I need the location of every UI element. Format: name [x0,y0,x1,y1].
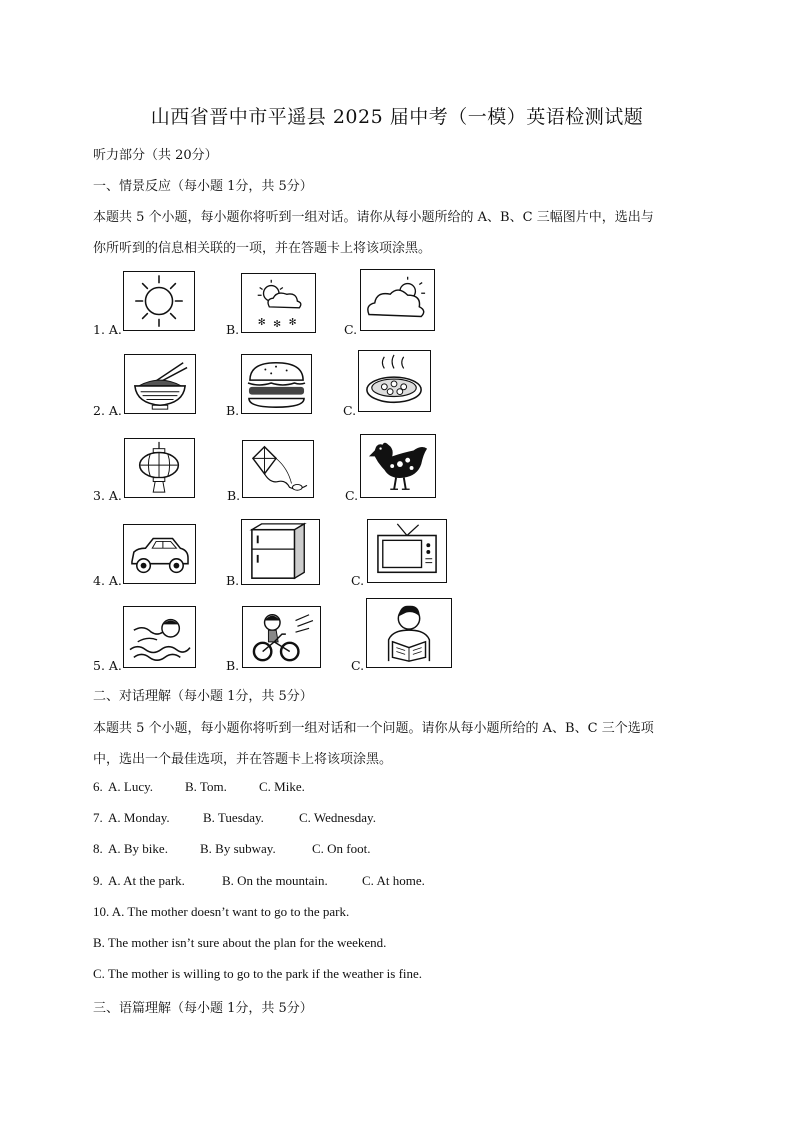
television-icon[interactable] [367,519,447,583]
reading-icon[interactable] [366,598,452,668]
question-8-number: 8. [93,841,103,856]
question-5-label-c: C. [351,658,365,673]
noodles-icon[interactable] [124,354,196,414]
paper-cut-rooster-icon[interactable] [360,434,436,498]
question-3-label-c: C. [345,488,359,503]
lantern-icon[interactable] [124,438,195,498]
part3-heading: 三、语篇理解（每小题 1分，共 5分） [93,1001,313,1016]
svg-text:✻: ✻ [273,319,282,331]
question-10-option-a[interactable]: 10. A. The mother doesn’t want to go to the park. [93,904,350,919]
part2-heading: 二、对话理解（每小题 1分，共 5分） [93,689,313,704]
question-9-number: 9. [93,873,103,888]
page-title: 山西省晋中市平遥县 2025 届中考（一模）英语检测试题 [150,106,644,128]
section-listening: 听力部分（共 20分） [93,148,218,163]
hamburger-icon[interactable] [241,354,312,414]
question-2-label-c: C. [343,403,357,418]
question-4-label-c: C. [351,573,365,588]
question-8-option-a[interactable]: A. By bike. [108,841,168,856]
question-1-label-a: 1. A. [93,322,122,337]
part1-heading: 一、情景反应（每小题 1分，共 5分） [93,179,313,194]
question-2-label-a: 2. A. [93,403,122,418]
car-icon[interactable] [123,524,196,584]
question-6-number: 6. [93,779,103,794]
refrigerator-icon[interactable] [241,519,320,585]
part2-instruction-2: 中，选出一个最佳选项，并在答题卡上将该项涂黑。 [93,752,393,767]
question-6-option-b[interactable]: B. Tom. [185,779,227,794]
swimming-icon[interactable] [123,606,196,668]
cycling-icon[interactable] [242,606,321,668]
question-10-option-b[interactable]: B. The mother isn’t sure about the plan for the weekend. [93,935,387,950]
question-5-label-b: B. [226,658,240,673]
cloudy-weather-icon[interactable] [360,269,435,331]
question-7-option-c[interactable]: C. Wednesday. [299,810,376,825]
question-7-number: 7. [93,810,103,825]
question-10-option-c[interactable]: C. The mother is willing to go to the park if the weather is fine. [93,966,423,981]
question-6-option-c[interactable]: C. Mike. [259,779,305,794]
question-9-option-c[interactable]: C. At home. [362,873,425,888]
question-7-option-b[interactable]: B. Tuesday. [203,810,264,825]
snowy-weather-icon[interactable] [241,273,316,333]
question-1-label-c: C. [344,322,358,337]
question-9-option-b[interactable]: B. On the mountain. [222,873,328,888]
svg-text:✻: ✻ [257,317,266,329]
question-7-option-a[interactable]: A. Monday. [108,810,170,825]
question-3-label-b: B. [227,488,241,503]
part2-instruction-1: 本题共 5 个小题，每小题你将听到一组对话和一个问题。请你从每小题所给的 A、B、C 三个选项 [93,721,654,736]
svg-text:✻: ✻ [288,317,297,329]
question-1-label-b: B. [226,322,240,337]
sun-icon[interactable] [123,271,195,331]
question-4-label-b: B. [226,573,240,588]
question-5-label-a: 5. A. [93,658,122,673]
question-8-option-b[interactable]: B. By subway. [200,841,276,856]
question-6-option-a[interactable]: A. Lucy. [108,779,154,794]
question-3-label-a: 3. A. [93,488,122,503]
part1-instruction-2: 你所听到的信息相关联的一项，并在答题卡上将该项涂黑。 [93,241,432,256]
pizza-icon[interactable] [358,350,431,412]
question-2-label-b: B. [226,403,240,418]
question-4-label-a: 4. A. [93,573,122,588]
part1-instruction-1: 本题共 5 个小题，每小题你将听到一组对话。请你从每小题所给的 A、B、C 三幅图片中，选出与 [93,210,654,225]
kite-icon[interactable] [242,440,314,498]
question-8-option-c[interactable]: C. On foot. [312,841,371,856]
question-9-option-a[interactable]: A. At the park. [108,873,185,888]
